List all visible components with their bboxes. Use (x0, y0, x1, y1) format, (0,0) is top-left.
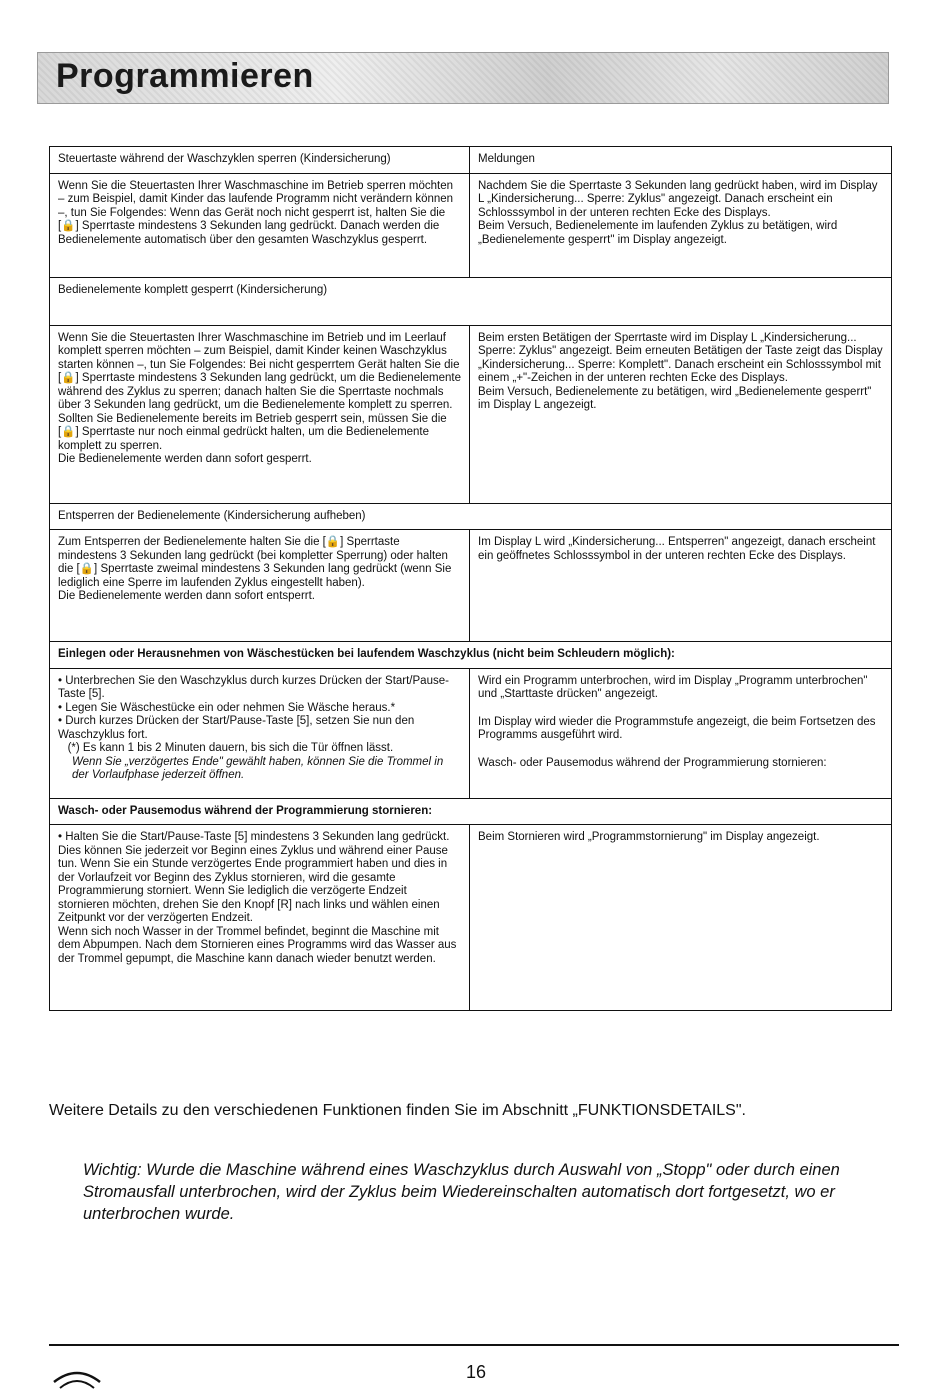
instruction-cell (50, 668, 470, 798)
instruction-cell (50, 173, 470, 277)
section-header-row (50, 503, 892, 530)
instruction-item: • Unterbrechen Sie den Waschzyklus durch kurzes Drücken der Start/Pause-Taste [5]. (58, 674, 449, 700)
section-heading: Einlegen oder Herausnehmen von Wäschestücken bei laufendem Waschzyklus (nicht beim Schleudern möglich): (50, 642, 892, 669)
section-body-row (50, 825, 892, 1011)
italic-note: Wenn Sie „verzögertes Ende" gewählt haben, können Sie die Trommel in der Vorlaufphase jederzeit öffnen. (72, 755, 447, 781)
section-body-row (50, 173, 892, 277)
instruction-text: Zum Entsperren der Bedienelemente halten Sie die [🔒] Sperrtaste mindestens 3 Sekunden lang gedrückt (bei kompletter Sperrung) oder halten die [🔒] Sperrtaste zweimal mindestens 3 Sekunden lang gedrückt (wenn Sie lediglich eine Sperre im laufenden Zyklus eingestellt haben). Die Bedienelemente werden dann sofort entsperrt. (58, 536, 452, 602)
section-header-row (50, 277, 892, 325)
message-text: Nachdem Sie die Sperrtaste 3 Sekunden lang gedrückt haben, wird im Display L „Kindersicherung... Sperre: Zyklus" angezeigt. Danach erscheint ein Schlosssymbol in der unteren rechten Ecke des Displays. Beim Versuch, Bedienelemente im laufenden Zyklus zu betätigen, wird „Bedienelemente gesperrt" im Display angezeigt. (478, 179, 878, 246)
message-cell (470, 825, 892, 1011)
section-header-row (50, 147, 892, 174)
message-cell (470, 668, 892, 798)
instruction-text: Wenn Sie die Steuertasten Ihrer Waschmaschine im Betrieb sperren möchten – zum Beispiel, damit Kinder das laufende Programm nicht verändern können –, tun Sie Folgendes: Wenn das Gerät noch nicht gesperrt ist, halten Sie die [🔒] Sperrtaste mindestens 3 Sekunden lang gedrückt. Danach werden die Bedienelemente automatisch über den gesamten Waschzyklus gesperrt. (58, 179, 457, 246)
title-banner (37, 52, 889, 104)
instruction-text: • Halten Sie die Start/Pause-Taste [5] mindestens 3 Sekunden lang gedrückt. Dies können Sie jederzeit vor Beginn eines Zyklus und während einer Pause tun. Wenn Sie ein Stunde verzögertes Ende programmiert haben und dies in der Vorlaufzeit vor Beginn des Zyklus stornieren, wird die gesamte Programmierung storniert. Wenn Sie lediglich die verzögerte Endzeit stornieren möchten, drehen Sie den Knopf [R] nach links und wählen einen Zeitpunkt vor der verzögerten Endzeit. Wenn sich noch Wasser in der Trommel befindet, beginnt die Maschine mit dem Abpumpen. Nach dem Stornieren eines Programms wird das Wasser aus der Trommel gepumpt, die Maschine kann danach wieder benutzt werden. (58, 831, 457, 965)
instruction-cell (50, 325, 470, 503)
section-header-row (50, 798, 892, 825)
message-cell (470, 173, 892, 277)
message-text: Im Display L wird „Kindersicherung... Entsperren" angezeigt, danach erscheint ein geöffnetes Schlosssymbol in der unteren rechten Ecke des Displays. (478, 536, 879, 562)
section-body-row (50, 325, 892, 503)
instruction-item: • Durch kurzes Drücken der Start/Pause-Taste [5], setzen Sie nun den Waschzyklus fort. (58, 715, 418, 741)
programming-table (49, 146, 892, 1011)
reference-note: Weitere Details zu den verschiedenen Funktionen finden Sie im Abschnitt „FUNKTIONSDETAILS". (49, 1102, 746, 1119)
message-cell (470, 530, 892, 642)
section-heading-right: Meldungen (470, 147, 892, 174)
section-heading: Wasch- oder Pausemodus während der Programmierung stornieren: (50, 798, 892, 825)
instruction-text: Wenn Sie die Steuertasten Ihrer Waschmaschine im Betrieb und im Leerlauf komplett sperren möchten – zum Beispiel, damit Kinder keinen Waschzyklus starten können –, tun Sie Folgendes: Bei nicht gesperrtem Gerät halten Sie die [🔒] Sperrtaste mindestens 3 Sekunden lang gedrückt, um die Bedienelemente während des Zyklus zu sperren; danach halten Sie die Sperrtaste nochmals über 3 Sekunden lang gedrückt, um die Bedienelemente komplett zu sperren. Sollten Sie Bedienelemente bereits im Betrieb gesperrt sein, müssen Sie die [🔒] Sperrtaste nur noch einmal gedrückt halten, um die Bedienelemente komplett zu sperren. Die Bedienelemente werden dann sofort gesperrt. (58, 331, 461, 465)
brand-logo-icon (52, 1360, 102, 1390)
footnote-text: (*) Es kann 1 bis 2 Minuten dauern, bis sich die Tür öffnen lässt. (58, 742, 394, 754)
important-note: Wichtig: Wurde die Maschine während eines Waschzyklus durch Auswahl von „Stopp" oder durch einen Stromausfall unterbrochen, wird der Zyklus beim Wiedereinschalten automatisch dort fortgesetzt, wo er unterbrochen wurde. (83, 1161, 845, 1223)
page-number: 16 (466, 1362, 487, 1382)
message-text: Beim ersten Betätigen der Sperrtaste wird im Display L „Kindersicherung... Sperre: Zyklus" angezeigt. Beim erneuten Betätigen der Taste zeigt das Display „Kindersicherung... Sperre: Komplett". Danach erscheint ein Schlosssymbol mit einem „+"-Zeichen in der unteren rechten Ecke des Displays. Beim Versuch, Bedienelemente zu betätigen, wird „Bedienelemente gesperrt" im Display L angezeigt. (478, 331, 883, 411)
instruction-item: • Legen Sie Wäschestücke ein oder nehmen Sie Wäsche heraus.* (58, 701, 396, 714)
message-item: Im Display wird wieder die Programmstufe angezeigt, die beim Fortsetzen des Programms ausgeführt wird. (478, 715, 879, 741)
section-body-row (50, 530, 892, 642)
section-heading-left: Steuertaste während der Waschzyklen sperren (Kindersicherung) (50, 147, 470, 174)
section-heading: Entsperren der Bedienelemente (Kindersicherung aufheben) (50, 503, 892, 530)
page-title: Programmieren (56, 57, 314, 95)
message-item: Wasch- oder Pausemodus während der Programmierung stornieren: (478, 756, 827, 769)
footer-divider (49, 1344, 899, 1346)
section-header-row (50, 642, 892, 669)
instruction-cell (50, 825, 470, 1011)
message-item: Wird ein Programm unterbrochen, wird im Display „Programm unterbrochen" und „Starttaste drücken" angezeigt. (478, 674, 871, 700)
instruction-cell (50, 530, 470, 642)
section-heading: Bedienelemente komplett gesperrt (Kindersicherung) (50, 277, 892, 325)
message-text: Beim Stornieren wird „Programmstornierung" im Display angezeigt. (478, 831, 820, 843)
message-cell (470, 325, 892, 503)
section-body-row (50, 668, 892, 798)
